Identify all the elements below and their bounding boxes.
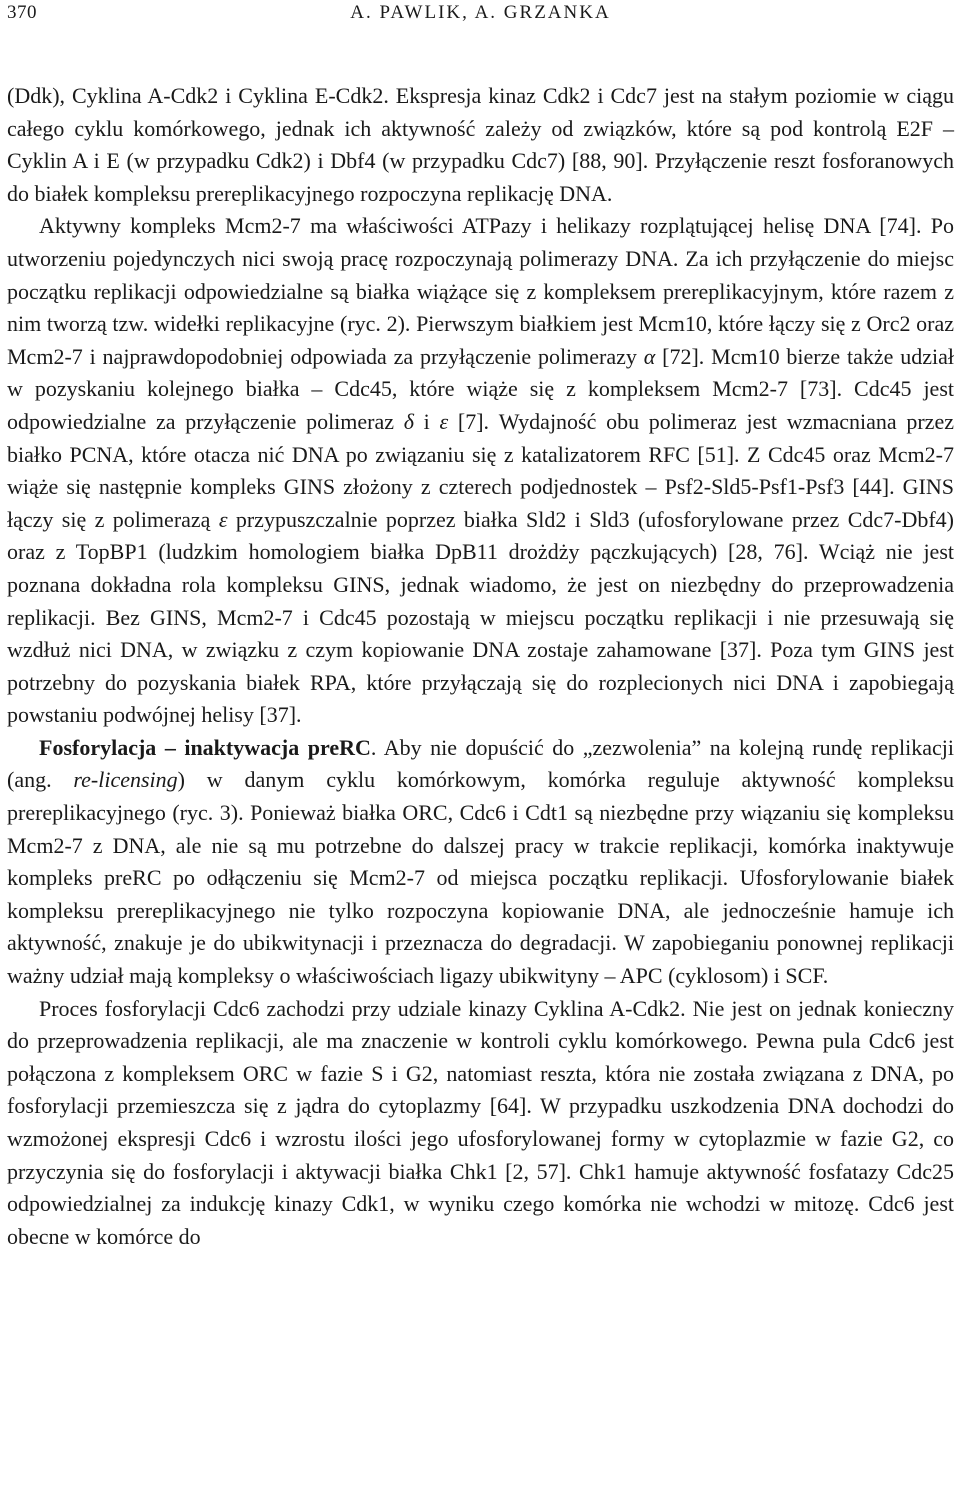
greek-symbol: ε (439, 408, 449, 434)
text-run: . Aby nie dopuścić do „zezwolenia” na kolejną rundę replikacji (ang. (7, 734, 954, 793)
emphasized-term: re-licensing (73, 767, 178, 793)
text-run: i (413, 408, 440, 434)
greek-symbol: δ (403, 408, 414, 434)
text-run: Aktywny kompleks Mcm2-7 ma właściwości ATPazy i helikazy rozplątującej helisę DNA [74]. Po utworzeniu pojedynczych nici swoją pracę rozpoczynają polimerazy DNA. Za ich przyłączenie do miejsc początku replikacji odpowiedzialne są białka wiążące się z kompleksem prereplikacyjnym, które razem z nim tworzą tzw. widełki replikacyjne (ryc. 2). Pierwszym białkiem jest Mcm10, które łączy się z Orc2 oraz Mcm2-7 i najprawdopodobniej odpowiada za przyłączenie polimerazy (7, 213, 954, 369)
text-run: Proces fosforylacji Cdc6 zachodzi przy udziale kinazy Cyklina A-Cdk2. Nie jest on jednak konieczny do przeprowadzenia replikacji, ale ma znaczenie w kontroli cyklu komórkowego. Pewna pula Cdc6 jest połączona z kompleksem ORC w fazie S i G2, natomiast reszta, która nie została związana z DNA, po fosforylacji przemieszcza się z jądra do cytoplazmy [64]. W przypadku uszkodzenia DNA dochodzi do wzmożonej ekspresji Cdc6 i wzrostu ilości jego ufosforylowanej formy w cytoplazmie w fazie G2, co przyczynia się do fosforylacji i aktywacji białka Chk1 [2, 57]. Chk1 hamuje aktywność fosfatazy Cdc25 odpowiedzialnej za indukcję kinazy Cdk1, w wyniku czego komórka nie wchodzi w mitozę. Cdc6 jest obecne w komórce do (7, 995, 954, 1249)
running-head: A. PAWLIK, A. GRZANKA (350, 2, 611, 23)
text-run: ) w danym cyklu komórkowym, komórka reguluje aktywność kompleksu prereplikacyjnego (ryc. 3). Ponieważ białka ORC, Cdc6 i Cdt1 są niezbędne przy wiązaniu się kompleksu Mcm2-7 z DNA, ale nie są mu potrzebne do dalszej pracy w trakcie replikacji, komórka inaktywuje kompleks preRC po odłączeniu się Mcm2-7 od miejsca początku replikacji. Ufosforylowanie białek kompleksu prereplikacyjnego nie tylko rozpoczyna kopiowanie DNA, ale jednocześnie hamuje ich aktywność, znakuje je do ubikwitynacji i przeznacza do degradacji. W zapobieganiu ponownej replikacji ważny udział mają kompleksy o właściwościach ligazy ubikwityny – APC (cyklosom) i SCF. (7, 767, 954, 989)
paragraph-1 (7, 80, 954, 210)
paragraph-2 (7, 210, 954, 732)
page-number: 370 (7, 2, 37, 23)
body-text (7, 80, 954, 1253)
paragraph-4 (7, 993, 954, 1254)
paragraph-3 (7, 732, 954, 993)
document-page (7, 0, 954, 1253)
text-run: (Ddk), Cyklina A-Cdk2 i Cyklina E-Cdk2. Ekspresja kinaz Cdk2 i Cdc7 jest na stałym poziomie w ciągu całego cyklu komórkowego, jednak ich aktywność zależy od związków, które są pod kontrolą E2F – Cyklin A i E (w przypadku Cdk2) i Dbf4 (w przypadku Cdc7) [88, 90]. Przyłączenie reszt fosforanowych do białek kompleksu prereplikacyjnego rozpoczyna replikację DNA. (7, 83, 954, 206)
section-run-in-heading: Fosforylacja – inaktywacja preRC (39, 734, 371, 760)
text-run: przypuszczalnie poprzez białka Sld2 i Sld3 (ufosforylowane przez Cdc7-Dbf4) oraz z TopBP1 (ludzkim homologiem białka DpB11 drożdży pączkujących) [28, 76]. Wciąż nie jest poznana dokładna rola kompleksu GINS, jednak wiadomo, że jest on niezbędny do przeprowadzenia replikacji. Bez GINS, Mcm2-7 i Cdc45 pozostają w miejscu początku replikacji i nie przesuwają się wzdłuż nici DNA, w związku z czym kopiowanie DNA zostaje zahamowane [37]. Poza tym GINS jest potrzebny do pozyskania białek RPA, które przyłączają się do rozplecionych nici DNA i zapobiegają powstaniu podwójnej helisy [37]. (7, 506, 954, 728)
greek-symbol: α (643, 343, 656, 369)
text-run: [7]. Wydajność obu polimeraz jest wzmacniana przez białko PCNA, które otacza nić DNA po związaniu się z katalizatorem RFC [51]. Z Cdc45 oraz Mcm2-7 wiąże się następnie kompleks GINS złożony z czterech podjednostek – Psf2-Sld5-Psf1-Psf3 [44]. GINS łączy się z polimerazą (7, 408, 954, 532)
text-run: [72]. Mcm10 bierze także udział w pozyskaniu kolejnego białka – Cdc45, które wiąże się z kompleksem Mcm2-7 [73]. Cdc45 jest odpowiedzialne za przyłączenie polimeraz (7, 343, 954, 434)
page-header (7, 0, 954, 40)
greek-symbol: ε (218, 506, 228, 532)
